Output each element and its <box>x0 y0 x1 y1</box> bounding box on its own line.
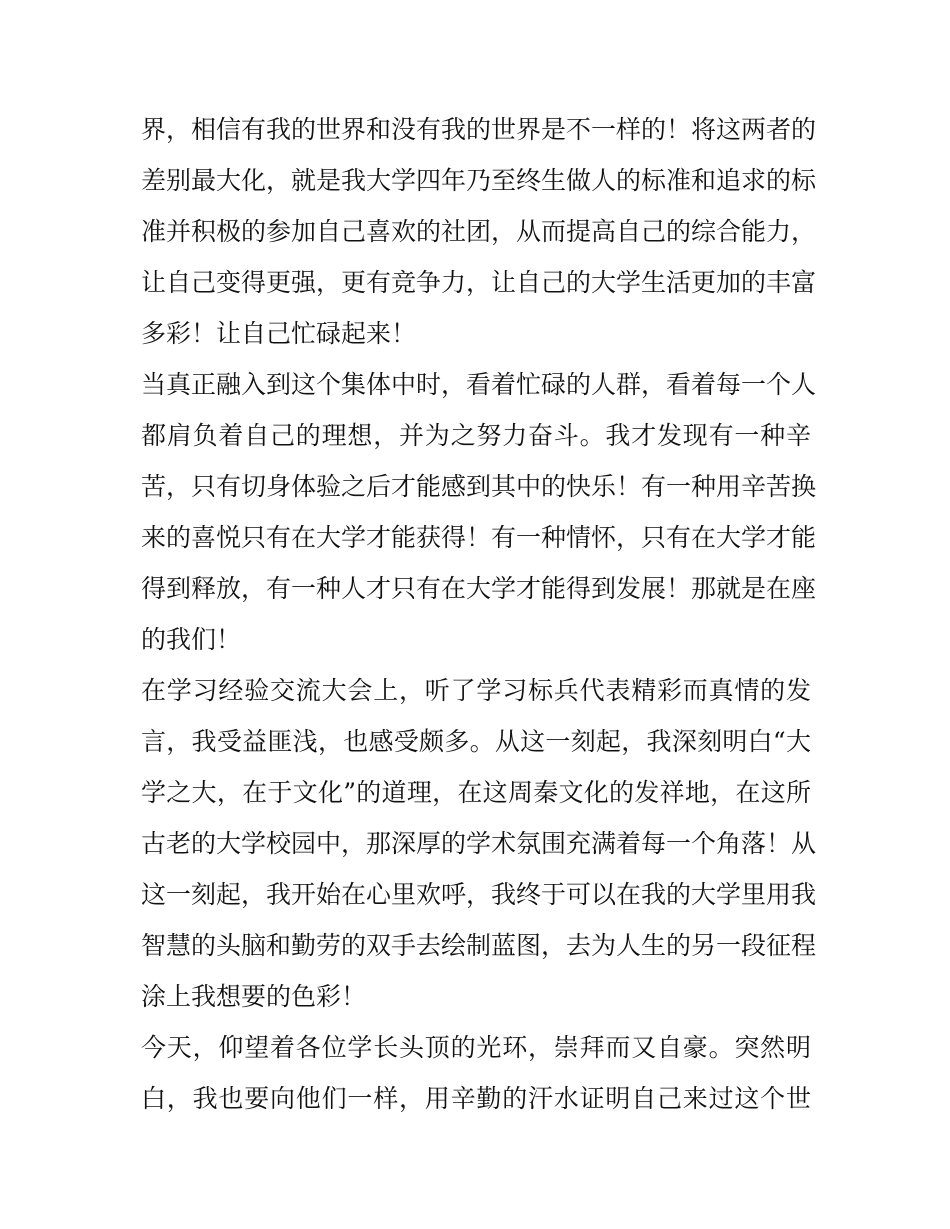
text-line-4: 让自己变得更强，更有竞争力，让自己的大学生活更加的丰富 <box>141 268 817 297</box>
text-line-5: 多彩！让自己忙碌起来！ <box>141 319 417 348</box>
text-line-2: 差别最大化，就是我大学四年乃至终生做人的标准和追求的标 <box>141 166 817 195</box>
text-line-10: 得到释放，有一种人才只有在大学才能得到发展！那就是在座 <box>141 574 817 603</box>
text-line-19: 今天，仰望着各位学长头顶的光环，崇拜而又自豪。突然明 <box>141 1033 811 1062</box>
text-line-20: 白，我也要向他们一样，用辛勤的汗水证明自己来过这个世 <box>141 1084 811 1113</box>
text-line-3: 准并积极的参加自己喜欢的社团，从而提高自己的综合能力， <box>141 217 817 246</box>
text-line-11: 的我们！ <box>141 625 242 654</box>
text-line-15: 古老的大学校园中，那深厚的学术氛围充满着每一个角落！从 <box>141 829 817 858</box>
text-line-6: 当真正融入到这个集体中时，看着忙碌的人群，看着每一个人 <box>141 370 817 399</box>
text-line-12: 在学习经验交流大会上，听了学习标兵代表精彩而真情的发 <box>141 676 811 705</box>
text-line-8: 苦，只有切身体验之后才能感到其中的快乐！有一种用辛苦换 <box>141 472 817 501</box>
text-line-16: 这一刻起，我开始在心里欢呼，我终于可以在我的大学里用我 <box>141 880 817 909</box>
text-line-14: 学之大，在于文化”的道理，在这周秦文化的发祥地，在这所 <box>141 778 811 807</box>
text-line-17: 智慧的头脑和勤劳的双手去绘制蓝图，去为人生的另一段征程 <box>141 931 817 960</box>
text-line-18: 涂上我想要的色彩！ <box>141 982 367 1011</box>
text-line-13: 言，我受益匪浅，也感受颇多。从这一刻起，我深刻明白“大 <box>141 727 811 756</box>
text-line-9: 来的喜悦只有在大学才能获得！有一种情怀，只有在大学才能 <box>141 523 817 552</box>
document-body <box>141 104 817 1124</box>
text-line-1: 界，相信有我的世界和没有我的世界是不一样的！将这两者的 <box>141 115 817 144</box>
text-line-7: 都肩负着自己的理想，并为之努力奋斗。我才发现有一种辛 <box>141 421 811 450</box>
